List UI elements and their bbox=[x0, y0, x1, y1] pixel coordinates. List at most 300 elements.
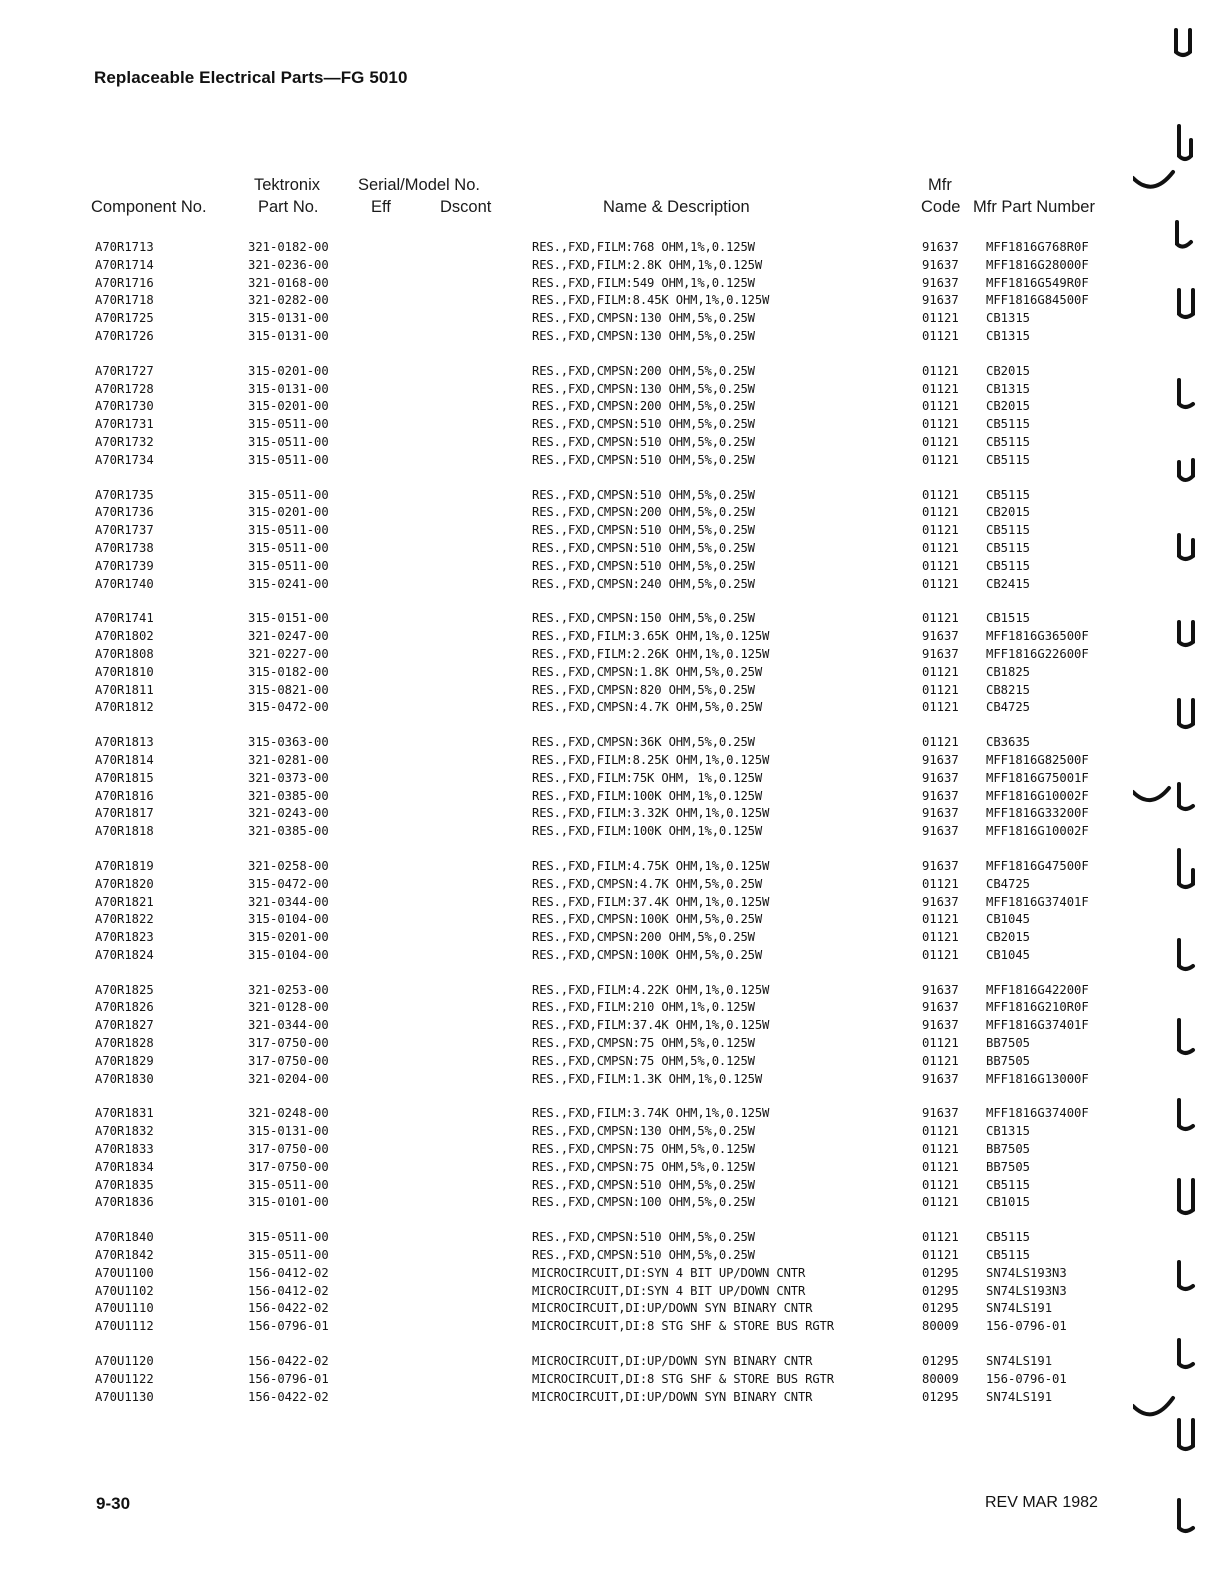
mfr-part-number-cell: CB1315 bbox=[986, 381, 1031, 396]
tektronix-part-no-cell: 321-0282-00 bbox=[248, 293, 329, 308]
mfr-code-cell: 91637 bbox=[922, 982, 959, 997]
parts-group bbox=[0, 735, 1213, 842]
component-no-cell: A70R1817 bbox=[95, 806, 154, 821]
header-name-description: Name & Description bbox=[603, 198, 750, 216]
component-no-cell: A70R1816 bbox=[95, 788, 154, 803]
mfr-part-number-cell: CB5115 bbox=[986, 487, 1031, 502]
mfr-code-cell: 80009 bbox=[922, 1371, 959, 1386]
mfr-code-cell: 01121 bbox=[922, 930, 959, 945]
mfr-code-cell: 91637 bbox=[922, 646, 959, 661]
component-no-cell: A70R1815 bbox=[95, 770, 154, 785]
name-description-cell: RES.,FXD,FILM:37.4K OHM,1%,0.125W bbox=[532, 1018, 770, 1033]
parts-group bbox=[0, 364, 1213, 471]
tektronix-part-no-cell: 315-0511-00 bbox=[248, 540, 329, 555]
component-no-cell: A70R1737 bbox=[95, 523, 154, 538]
table-row bbox=[0, 1178, 1213, 1196]
mfr-code-cell: 91637 bbox=[922, 240, 959, 254]
name-description-cell: RES.,FXD,CMPSN:100 OHM,5%,0.25W bbox=[532, 1195, 755, 1210]
name-description-cell: RES.,FXD,CMPSN:130 OHM,5%,0.25W bbox=[532, 1124, 755, 1139]
name-description-cell: RES.,FXD,CMPSN:820 OHM,5%,0.25W bbox=[532, 682, 755, 697]
table-row bbox=[0, 806, 1213, 824]
mfr-part-number-cell: CB4725 bbox=[986, 700, 1031, 715]
tektronix-part-no-cell: 156-0422-02 bbox=[248, 1354, 329, 1369]
name-description-cell: MICROCIRCUIT,DI:8 STG SHF & STORE BUS RGTR bbox=[532, 1371, 834, 1386]
mfr-part-number-cell: CB1515 bbox=[986, 611, 1031, 626]
table-row bbox=[0, 824, 1213, 842]
mfr-code-cell: 01121 bbox=[922, 417, 959, 432]
mfr-part-number-cell: SN74LS191 bbox=[986, 1389, 1053, 1404]
name-description-cell: RES.,FXD,FILM:4.75K OHM,1%,0.125W bbox=[532, 858, 770, 873]
component-no-cell: A70R1818 bbox=[95, 824, 154, 839]
mfr-code-cell: 80009 bbox=[922, 1319, 959, 1334]
name-description-cell: RES.,FXD,CMPSN:75 OHM,5%,0.125W bbox=[532, 1053, 755, 1068]
name-description-cell: MICROCIRCUIT,DI:8 STG SHF & STORE BUS RGTR bbox=[532, 1319, 834, 1334]
tektronix-part-no-cell: 321-0344-00 bbox=[248, 1018, 329, 1033]
header-component-no: Component No. bbox=[91, 198, 207, 216]
component-no-cell: A70R1713 bbox=[95, 240, 154, 254]
component-no-cell: A70R1831 bbox=[95, 1106, 154, 1121]
mfr-code-cell: 01121 bbox=[922, 664, 959, 679]
table-row bbox=[0, 1160, 1213, 1178]
component-no-cell: A70R1725 bbox=[95, 311, 154, 326]
component-no-cell: A70U1110 bbox=[95, 1301, 154, 1316]
tektronix-part-no-cell: 315-0511-00 bbox=[248, 1230, 329, 1245]
mfr-code-cell: 01121 bbox=[922, 328, 959, 343]
mfr-part-number-cell: CB1315 bbox=[986, 311, 1031, 326]
component-no-cell: A70R1808 bbox=[95, 646, 154, 661]
mfr-code-cell: 01121 bbox=[922, 1195, 959, 1210]
mfr-part-number-cell: CB5115 bbox=[986, 417, 1031, 432]
table-row bbox=[0, 912, 1213, 930]
mfr-code-cell: 01121 bbox=[922, 452, 959, 467]
mfr-code-cell: 01295 bbox=[922, 1354, 959, 1369]
mfr-code-cell: 91637 bbox=[922, 894, 959, 909]
mfr-part-number-cell: MFF1816G768R0F bbox=[986, 240, 1089, 254]
table-row bbox=[0, 1266, 1213, 1284]
parts-group bbox=[0, 1230, 1213, 1337]
tektronix-part-no-cell: 315-0241-00 bbox=[248, 576, 329, 591]
table-row bbox=[0, 1301, 1213, 1319]
component-no-cell: A70R1835 bbox=[95, 1177, 154, 1192]
name-description-cell: RES.,FXD,CMPSN:240 OHM,5%,0.25W bbox=[532, 576, 755, 591]
header-eff: Eff bbox=[371, 198, 391, 216]
tektronix-part-no-cell: 321-0385-00 bbox=[248, 788, 329, 803]
name-description-cell: MICROCIRCUIT,DI:UP/DOWN SYN BINARY CNTR bbox=[532, 1301, 813, 1316]
mfr-code-cell: 01121 bbox=[922, 1053, 959, 1068]
tektronix-part-no-cell: 317-0750-00 bbox=[248, 1142, 329, 1157]
header-code: Code bbox=[921, 198, 961, 216]
mfr-part-number-cell: MFF1816G47500F bbox=[986, 858, 1089, 873]
tektronix-part-no-cell: 317-0750-00 bbox=[248, 1053, 329, 1068]
table-row bbox=[0, 293, 1213, 311]
tektronix-part-no-cell: 156-0422-02 bbox=[248, 1301, 329, 1316]
mfr-code-cell: 91637 bbox=[922, 824, 959, 839]
name-description-cell: RES.,FXD,FILM:8.45K OHM,1%,0.125W bbox=[532, 293, 770, 308]
name-description-cell: RES.,FXD,CMPSN:130 OHM,5%,0.25W bbox=[532, 311, 755, 326]
mfr-part-number-cell: BB7505 bbox=[986, 1159, 1031, 1174]
mfr-code-cell: 01121 bbox=[922, 505, 959, 520]
mfr-code-cell: 91637 bbox=[922, 1106, 959, 1121]
mfr-code-cell: 01121 bbox=[922, 487, 959, 502]
mfr-code-cell: 01295 bbox=[922, 1301, 959, 1316]
mfr-part-number-cell: CB2015 bbox=[986, 930, 1031, 945]
mfr-part-number-cell: CB2415 bbox=[986, 576, 1031, 591]
table-row bbox=[0, 1106, 1213, 1124]
table-row bbox=[0, 735, 1213, 753]
tektronix-part-no-cell: 315-0472-00 bbox=[248, 700, 329, 715]
tektronix-part-no-cell: 156-0796-01 bbox=[248, 1319, 329, 1334]
component-no-cell: A70R1731 bbox=[95, 417, 154, 432]
name-description-cell: RES.,FXD,FILM:3.32K OHM,1%,0.125W bbox=[532, 806, 770, 821]
name-description-cell: RES.,FXD,FILM:768 OHM,1%,0.125W bbox=[532, 240, 755, 254]
name-description-cell: RES.,FXD,CMPSN:75 OHM,5%,0.125W bbox=[532, 1142, 755, 1157]
mfr-code-cell: 91637 bbox=[922, 275, 959, 290]
mfr-part-number-cell: SN74LS191 bbox=[986, 1301, 1053, 1316]
tektronix-part-no-cell: 315-0511-00 bbox=[248, 434, 329, 449]
component-no-cell: A70R1741 bbox=[95, 611, 154, 626]
table-row bbox=[0, 488, 1213, 506]
table-row bbox=[0, 523, 1213, 541]
mfr-code-cell: 01121 bbox=[922, 876, 959, 891]
name-description-cell: RES.,FXD,CMPSN:130 OHM,5%,0.25W bbox=[532, 328, 755, 343]
component-no-cell: A70R1810 bbox=[95, 664, 154, 679]
mfr-code-cell: 91637 bbox=[922, 1000, 959, 1015]
mfr-part-number-cell: MFF1816G75001F bbox=[986, 770, 1089, 785]
mfr-code-cell: 91637 bbox=[922, 257, 959, 272]
mfr-code-cell: 01121 bbox=[922, 611, 959, 626]
tektronix-part-no-cell: 315-0511-00 bbox=[248, 487, 329, 502]
parts-group bbox=[0, 983, 1213, 1090]
component-no-cell: A70R1822 bbox=[95, 912, 154, 927]
tektronix-part-no-cell: 321-0168-00 bbox=[248, 275, 329, 290]
table-row bbox=[0, 1284, 1213, 1302]
table-row bbox=[0, 329, 1213, 347]
mfr-code-cell: 01121 bbox=[922, 1159, 959, 1174]
mfr-part-number-cell: CB1315 bbox=[986, 1124, 1031, 1139]
name-description-cell: RES.,FXD,FILM:75K OHM, 1%,0.125W bbox=[532, 770, 762, 785]
tektronix-part-no-cell: 317-0750-00 bbox=[248, 1159, 329, 1174]
name-description-cell: RES.,FXD,CMPSN:510 OHM,5%,0.25W bbox=[532, 452, 755, 467]
tektronix-part-no-cell: 315-0201-00 bbox=[248, 399, 329, 414]
name-description-cell: RES.,FXD,FILM:549 OHM,1%,0.125W bbox=[532, 275, 755, 290]
tektronix-part-no-cell: 315-0131-00 bbox=[248, 381, 329, 396]
table-row bbox=[0, 559, 1213, 577]
mfr-code-cell: 01121 bbox=[922, 1124, 959, 1139]
name-description-cell: RES.,FXD,FILM:37.4K OHM,1%,0.125W bbox=[532, 894, 770, 909]
table-row bbox=[0, 948, 1213, 966]
name-description-cell: MICROCIRCUIT,DI:UP/DOWN SYN BINARY CNTR bbox=[532, 1354, 813, 1369]
table-row bbox=[0, 364, 1213, 382]
component-no-cell: A70R1716 bbox=[95, 275, 154, 290]
component-no-cell: A70R1730 bbox=[95, 399, 154, 414]
table-row bbox=[0, 1248, 1213, 1266]
mfr-part-number-cell: MFF1816G13000F bbox=[986, 1071, 1089, 1086]
name-description-cell: RES.,FXD,CMPSN:510 OHM,5%,0.25W bbox=[532, 523, 755, 538]
header-part-no: Part No. bbox=[258, 198, 319, 216]
tektronix-part-no-cell: 315-0131-00 bbox=[248, 311, 329, 326]
binder-edge-marks bbox=[1133, 0, 1213, 1574]
table-row bbox=[0, 983, 1213, 1001]
mfr-part-number-cell: MFF1816G22600F bbox=[986, 646, 1089, 661]
tektronix-part-no-cell: 321-0204-00 bbox=[248, 1071, 329, 1086]
mfr-part-number-cell: CB5115 bbox=[986, 523, 1031, 538]
name-description-cell: RES.,FXD,FILM:3.65K OHM,1%,0.125W bbox=[532, 629, 770, 644]
parts-group bbox=[0, 1354, 1213, 1407]
component-no-cell: A70R1802 bbox=[95, 629, 154, 644]
table-row bbox=[0, 541, 1213, 559]
mfr-part-number-cell: CB5115 bbox=[986, 1177, 1031, 1192]
component-no-cell: A70R1740 bbox=[95, 576, 154, 591]
mfr-code-cell: 91637 bbox=[922, 1071, 959, 1086]
table-row bbox=[0, 1124, 1213, 1142]
mfr-code-cell: 91637 bbox=[922, 293, 959, 308]
component-no-cell: A70U1122 bbox=[95, 1371, 154, 1386]
tektronix-part-no-cell: 321-0253-00 bbox=[248, 982, 329, 997]
mfr-part-number-cell: CB4725 bbox=[986, 876, 1031, 891]
tektronix-part-no-cell: 315-0104-00 bbox=[248, 947, 329, 962]
mfr-part-number-cell: MFF1816G549R0F bbox=[986, 275, 1089, 290]
mfr-part-number-cell: MFF1816G84500F bbox=[986, 293, 1089, 308]
mfr-code-cell: 01121 bbox=[922, 434, 959, 449]
table-row bbox=[0, 611, 1213, 629]
mfr-code-cell: 01121 bbox=[922, 576, 959, 591]
tektronix-part-no-cell: 315-0472-00 bbox=[248, 876, 329, 891]
tektronix-part-no-cell: 315-0101-00 bbox=[248, 1195, 329, 1210]
tektronix-part-no-cell: 321-0182-00 bbox=[248, 240, 329, 254]
tektronix-part-no-cell: 321-0258-00 bbox=[248, 858, 329, 873]
mfr-part-number-cell: MFF1816G10002F bbox=[986, 788, 1089, 803]
mfr-code-cell: 01121 bbox=[922, 735, 959, 750]
mfr-part-number-cell: CB5115 bbox=[986, 1230, 1031, 1245]
name-description-cell: RES.,FXD,FILM:2.26K OHM,1%,0.125W bbox=[532, 646, 770, 661]
name-description-cell: RES.,FXD,CMPSN:510 OHM,5%,0.25W bbox=[532, 417, 755, 432]
mfr-part-number-cell: CB3635 bbox=[986, 735, 1031, 750]
component-no-cell: A70U1120 bbox=[95, 1354, 154, 1369]
tektronix-part-no-cell: 156-0412-02 bbox=[248, 1265, 329, 1280]
name-description-cell: MICROCIRCUIT,DI:UP/DOWN SYN BINARY CNTR bbox=[532, 1389, 813, 1404]
tektronix-part-no-cell: 315-0201-00 bbox=[248, 505, 329, 520]
tektronix-part-no-cell: 315-0201-00 bbox=[248, 363, 329, 378]
table-row bbox=[0, 665, 1213, 683]
name-description-cell: RES.,FXD,CMPSN:510 OHM,5%,0.25W bbox=[532, 434, 755, 449]
component-no-cell: A70R1832 bbox=[95, 1124, 154, 1139]
mfr-code-cell: 01295 bbox=[922, 1283, 959, 1298]
name-description-cell: RES.,FXD,CMPSN:510 OHM,5%,0.25W bbox=[532, 487, 755, 502]
tektronix-part-no-cell: 321-0243-00 bbox=[248, 806, 329, 821]
tektronix-part-no-cell: 321-0248-00 bbox=[248, 1106, 329, 1121]
mfr-part-number-cell: MFF1816G37401F bbox=[986, 1018, 1089, 1033]
component-no-cell: A70R1811 bbox=[95, 682, 154, 697]
mfr-part-number-cell: BB7505 bbox=[986, 1053, 1031, 1068]
table-row bbox=[0, 1018, 1213, 1036]
tektronix-part-no-cell: 156-0422-02 bbox=[248, 1389, 329, 1404]
table-row bbox=[0, 577, 1213, 595]
name-description-cell: RES.,FXD,CMPSN:200 OHM,5%,0.25W bbox=[532, 363, 755, 378]
tektronix-part-no-cell: 315-0511-00 bbox=[248, 523, 329, 538]
table-row bbox=[0, 453, 1213, 471]
name-description-cell: RES.,FXD,CMPSN:510 OHM,5%,0.25W bbox=[532, 558, 755, 573]
name-description-cell: RES.,FXD,CMPSN:510 OHM,5%,0.25W bbox=[532, 1177, 755, 1192]
mfr-code-cell: 01295 bbox=[922, 1265, 959, 1280]
parts-group bbox=[0, 488, 1213, 595]
tektronix-part-no-cell: 315-0131-00 bbox=[248, 1124, 329, 1139]
table-row bbox=[0, 771, 1213, 789]
component-no-cell: A70R1829 bbox=[95, 1053, 154, 1068]
component-no-cell: A70R1820 bbox=[95, 876, 154, 891]
component-no-cell: A70R1732 bbox=[95, 434, 154, 449]
mfr-part-number-cell: CB1015 bbox=[986, 1195, 1031, 1210]
mfr-part-number-cell: MFF1816G82500F bbox=[986, 752, 1089, 767]
component-no-cell: A70R1736 bbox=[95, 505, 154, 520]
table-row bbox=[0, 1195, 1213, 1213]
name-description-cell: RES.,FXD,FILM:2.8K OHM,1%,0.125W bbox=[532, 257, 762, 272]
table-row bbox=[0, 1230, 1213, 1248]
parts-list bbox=[0, 240, 1213, 1424]
mfr-part-number-cell: CB1045 bbox=[986, 912, 1031, 927]
name-description-cell: RES.,FXD,FILM:3.74K OHM,1%,0.125W bbox=[532, 1106, 770, 1121]
name-description-cell: RES.,FXD,FILM:100K OHM,1%,0.125W bbox=[532, 788, 762, 803]
component-no-cell: A70R1827 bbox=[95, 1018, 154, 1033]
mfr-part-number-cell: CB2015 bbox=[986, 363, 1031, 378]
table-row bbox=[0, 629, 1213, 647]
mfr-part-number-cell: CB5115 bbox=[986, 540, 1031, 555]
component-no-cell: A70R1726 bbox=[95, 328, 154, 343]
mfr-code-cell: 01121 bbox=[922, 363, 959, 378]
table-row bbox=[0, 1054, 1213, 1072]
mfr-part-number-cell: CB2015 bbox=[986, 399, 1031, 414]
name-description-cell: RES.,FXD,FILM:8.25K OHM,1%,0.125W bbox=[532, 752, 770, 767]
mfr-part-number-cell: CB1825 bbox=[986, 664, 1031, 679]
component-no-cell: A70R1735 bbox=[95, 487, 154, 502]
table-row bbox=[0, 505, 1213, 523]
name-description-cell: RES.,FXD,CMPSN:200 OHM,5%,0.25W bbox=[532, 505, 755, 520]
tektronix-part-no-cell: 321-0385-00 bbox=[248, 824, 329, 839]
table-row bbox=[0, 753, 1213, 771]
component-no-cell: A70U1130 bbox=[95, 1389, 154, 1404]
table-row bbox=[0, 1390, 1213, 1408]
mfr-part-number-cell: SN74LS191 bbox=[986, 1354, 1053, 1369]
name-description-cell: RES.,FXD,CMPSN:4.7K OHM,5%,0.25W bbox=[532, 876, 762, 891]
component-no-cell: A70R1727 bbox=[95, 363, 154, 378]
parts-group bbox=[0, 611, 1213, 718]
component-no-cell: A70R1826 bbox=[95, 1000, 154, 1015]
tektronix-part-no-cell: 315-0511-00 bbox=[248, 1248, 329, 1263]
name-description-cell: RES.,FXD,CMPSN:510 OHM,5%,0.25W bbox=[532, 1230, 755, 1245]
component-no-cell: A70R1728 bbox=[95, 381, 154, 396]
table-row bbox=[0, 930, 1213, 948]
name-description-cell: RES.,FXD,CMPSN:1.8K OHM,5%,0.25W bbox=[532, 664, 762, 679]
component-no-cell: A70R1821 bbox=[95, 894, 154, 909]
name-description-cell: RES.,FXD,CMPSN:510 OHM,5%,0.25W bbox=[532, 1248, 755, 1263]
component-no-cell: A70R1734 bbox=[95, 452, 154, 467]
tektronix-part-no-cell: 321-0344-00 bbox=[248, 894, 329, 909]
parts-group bbox=[0, 859, 1213, 966]
tektronix-part-no-cell: 315-0131-00 bbox=[248, 328, 329, 343]
name-description-cell: MICROCIRCUIT,DI:SYN 4 BIT UP/DOWN CNTR bbox=[532, 1265, 806, 1280]
component-no-cell: A70R1823 bbox=[95, 930, 154, 945]
name-description-cell: RES.,FXD,FILM:210 OHM,1%,0.125W bbox=[532, 1000, 755, 1015]
mfr-code-cell: 01121 bbox=[922, 912, 959, 927]
mfr-code-cell: 01121 bbox=[922, 1230, 959, 1245]
tektronix-part-no-cell: 321-0227-00 bbox=[248, 646, 329, 661]
mfr-part-number-cell: MFF1816G10002F bbox=[986, 824, 1089, 839]
name-description-cell: RES.,FXD,FILM:1.3K OHM,1%,0.125W bbox=[532, 1071, 762, 1086]
tektronix-part-no-cell: 315-0511-00 bbox=[248, 1177, 329, 1192]
tektronix-part-no-cell: 315-0511-00 bbox=[248, 558, 329, 573]
mfr-part-number-cell: CB5115 bbox=[986, 452, 1031, 467]
mfr-code-cell: 01121 bbox=[922, 558, 959, 573]
mfr-part-number-cell: CB2015 bbox=[986, 505, 1031, 520]
parts-group bbox=[0, 240, 1213, 347]
mfr-code-cell: 91637 bbox=[922, 752, 959, 767]
mfr-part-number-cell: CB5115 bbox=[986, 434, 1031, 449]
mfr-part-number-cell: MFF1816G37400F bbox=[986, 1106, 1089, 1121]
mfr-code-cell: 01121 bbox=[922, 523, 959, 538]
mfr-code-cell: 91637 bbox=[922, 629, 959, 644]
table-row bbox=[0, 1000, 1213, 1018]
component-no-cell: A70R1738 bbox=[95, 540, 154, 555]
tektronix-part-no-cell: 321-0236-00 bbox=[248, 257, 329, 272]
component-no-cell: A70U1112 bbox=[95, 1319, 154, 1334]
mfr-part-number-cell: CB8215 bbox=[986, 682, 1031, 697]
mfr-part-number-cell: CB5115 bbox=[986, 558, 1031, 573]
name-description-cell: RES.,FXD,FILM:100K OHM,1%,0.125W bbox=[532, 824, 762, 839]
tektronix-part-no-cell: 315-0201-00 bbox=[248, 930, 329, 945]
table-row bbox=[0, 700, 1213, 718]
table-row bbox=[0, 1142, 1213, 1160]
mfr-part-number-cell: 156-0796-01 bbox=[986, 1319, 1067, 1334]
mfr-part-number-cell: MFF1816G42200F bbox=[986, 982, 1089, 997]
name-description-cell: RES.,FXD,CMPSN:200 OHM,5%,0.25W bbox=[532, 930, 755, 945]
mfr-code-cell: 91637 bbox=[922, 806, 959, 821]
component-no-cell: A70R1840 bbox=[95, 1230, 154, 1245]
tektronix-part-no-cell: 315-0821-00 bbox=[248, 682, 329, 697]
mfr-part-number-cell: MFF1816G37401F bbox=[986, 894, 1089, 909]
table-row bbox=[0, 1072, 1213, 1090]
tektronix-part-no-cell: 315-0182-00 bbox=[248, 664, 329, 679]
component-no-cell: A70R1830 bbox=[95, 1071, 154, 1086]
mfr-part-number-cell: SN74LS193N3 bbox=[986, 1283, 1067, 1298]
component-no-cell: A70R1812 bbox=[95, 700, 154, 715]
mfr-part-number-cell: BB7505 bbox=[986, 1142, 1031, 1157]
table-row bbox=[0, 859, 1213, 877]
name-description-cell: RES.,FXD,CMPSN:150 OHM,5%,0.25W bbox=[532, 611, 755, 626]
mfr-part-number-cell: BB7505 bbox=[986, 1036, 1031, 1051]
mfr-part-number-cell: CB1045 bbox=[986, 947, 1031, 962]
mfr-code-cell: 01121 bbox=[922, 311, 959, 326]
table-row bbox=[0, 647, 1213, 665]
name-description-cell: RES.,FXD,CMPSN:510 OHM,5%,0.25W bbox=[532, 540, 755, 555]
page-number: 9-30 bbox=[96, 1494, 131, 1513]
mfr-code-cell: 01121 bbox=[922, 399, 959, 414]
component-no-cell: A70R1824 bbox=[95, 947, 154, 962]
mfr-part-number-cell: 156-0796-01 bbox=[986, 1371, 1067, 1386]
mfr-code-cell: 91637 bbox=[922, 770, 959, 785]
table-row bbox=[0, 895, 1213, 913]
tektronix-part-no-cell: 315-0151-00 bbox=[248, 611, 329, 626]
table-row bbox=[0, 382, 1213, 400]
component-no-cell: A70R1825 bbox=[95, 982, 154, 997]
header-mfr: Mfr bbox=[928, 176, 952, 194]
header-tektronix: Tektronix bbox=[254, 176, 321, 194]
tektronix-part-no-cell: 315-0363-00 bbox=[248, 735, 329, 750]
table-row bbox=[0, 1036, 1213, 1054]
page-title: Replaceable Electrical Parts—FG 5010 bbox=[94, 68, 408, 87]
table-row bbox=[0, 877, 1213, 895]
component-no-cell: A70R1814 bbox=[95, 752, 154, 767]
name-description-cell: RES.,FXD,CMPSN:75 OHM,5%,0.125W bbox=[532, 1036, 755, 1051]
revision-date: REV MAR 1982 bbox=[985, 1494, 1098, 1511]
